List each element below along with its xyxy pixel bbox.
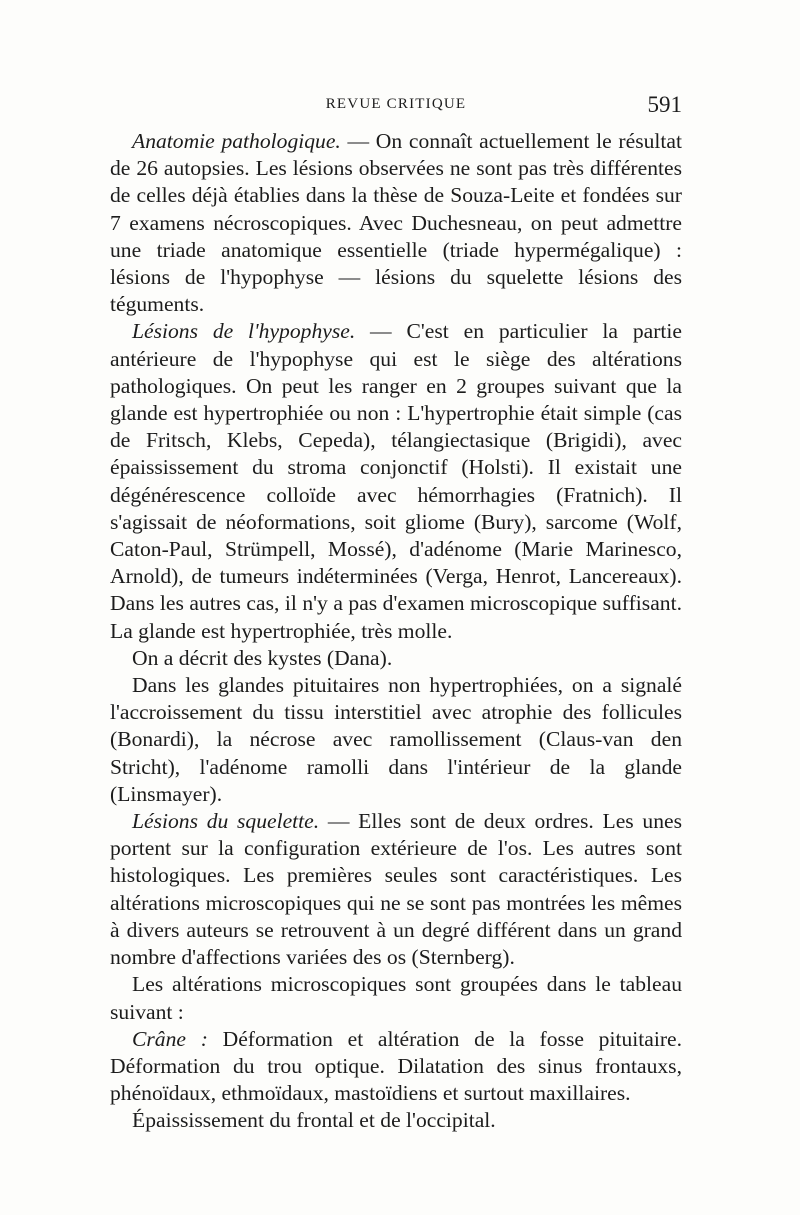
paragraph-lesions-hypophyse [110,318,682,644]
paragraph-text: — On connaît actuellement le résultat de 26 autopsies. Les lésions observées ne sont pas très différentes de celles déjà établies dans la thèse de Souza-Leite et fondées sur 7 examens nécroscopiques. Avec Duchesneau, on peut admettre une triade anatomique essentielle (triade hypermégalique) : lésions de l'hypophyse — lésions du squelette lésions des téguments. [110,129,682,317]
paragraph-text: Épaississement du frontal et de l'occipital. [132,1108,496,1133]
running-head [110,92,682,122]
paragraph-anatomie-pathologique [110,128,682,318]
paragraph-text: — Elles sont de deux ordres. Les unes portent sur la configuration extérieure de l'os. Les autres sont histologiques. Les premières seules sont caractéristiques. Les altérations microscopiques qui ne se sont pas montrées les mêmes à divers auteurs se retrouvent à un degré différent dans un grand nombre d'affections variées des os (Sternberg). [110,809,682,970]
paragraph-text: Déformation et altération de la fosse pituitaire. Déformation du trou optique. Dilatation des sinus frontauxs, phénoïdaux, ethmoïdaux, mastoïdiens et surtout maxillaires. [110,1026,682,1106]
paragraph-text: On a décrit des kystes (Dana). [132,645,393,670]
paragraph-lesions-squelette [110,808,682,971]
page-number: 591 [647,92,682,117]
paragraph-text: Les altérations microscopiques sont groupées dans le tableau suivant : [110,972,682,1024]
paragraph-tableau-intro [110,971,682,1025]
section-heading: Crâne : [132,1026,208,1051]
paragraph-glandes-non-hypertrophiees [110,672,682,808]
paragraph-text: Dans les glandes pituitaires non hypertrophiées, on a signalé l'accroissement du tissu interstitiel avec atrophie des follicules (Bonardi), la nécrose avec ramollissement (Claus-van den Stricht), l'adénome ramolli dans l'intérieur de la glande (Linsmayer). [110,673,682,806]
section-heading: Lésions de l'hypophyse. [132,319,356,344]
running-title: REVUE CRITIQUE [325,96,467,112]
section-heading: Anatomie pathologique. [132,129,341,153]
section-heading: Lésions du squelette. [132,809,320,834]
paragraph-kystes [110,645,682,672]
paragraph-crane [110,1026,682,1108]
paragraph-text: — C'est en particulier la partie antérieure de l'hypophyse qui est le siège des altérations pathologiques. On peut les ranger en 2 groupes suivant que la glande est hypertrophiée ou non : L'hypertrophie était simple (cas de Fritsch, Klebs, Cepeda), télangiectasique (Brigidi), avec épaississement du stroma conjonctif (Holsti). Il existait une dégénérescence colloïde avec hémorrhagies (Fratnich). Il s'agissait de néoformations, soit gliome (Bury), sarcome (Wolf, Caton-Paul, Strümpell, Mossé), d'adénome (Marie Marinesco, Arnold), de tumeurs indéterminées (Verga, Henrot, Lancereaux). Dans les autres cas, il n'y a pas d'examen microscopique suffisant. La glande est hypertrophiée, très molle. [110,319,682,643]
body-text [110,128,682,1135]
paragraph-epaississement [110,1107,682,1134]
